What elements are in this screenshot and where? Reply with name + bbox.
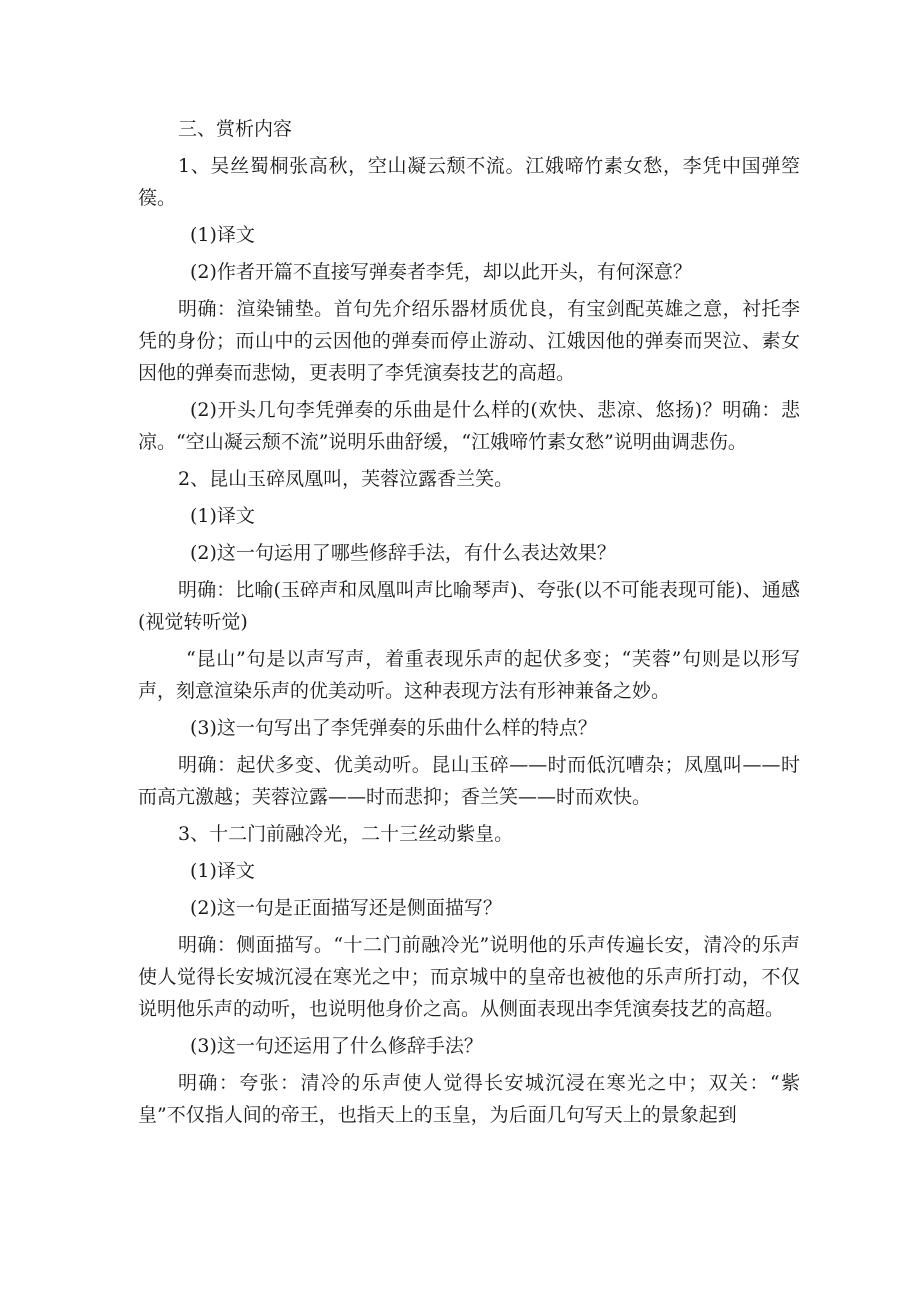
poem-line-1: 1、吴丝蜀桐张高秋，空山凝云颓不流。江娥啼竹素女愁，李凭中国弹箜篌。 xyxy=(138,155,800,209)
answer-2-2: 明确：比喻(玉碎声和凤凰叫声比喻琴声)、夸张(以不可能表现可能)、通感(视觉转听觉) xyxy=(138,579,800,633)
question-2-2: (2)这一句运用了哪些修辞手法，有什么表达效果？ xyxy=(190,542,616,564)
section-heading: 三、赏析内容 xyxy=(178,118,293,140)
question-2-3: (3)这一句写出了李凭弹奏的乐曲什么样的特点？ xyxy=(190,717,597,739)
document-body xyxy=(138,113,800,1136)
question-translation-3: (1)译文 xyxy=(190,860,255,882)
poem-line-3: 3、十二门前融冷光，二十三丝动紫皇。 xyxy=(178,823,514,845)
question-1-2: (2)作者开篇不直接写弹奏者李凭，却以此开头，有何深意？ xyxy=(190,261,692,283)
answer-2-2-detail: “昆山”句是以声写声，着重表现乐声的起伏多变；“芙蓉”句则是以形写声，刻意渲染乐声的优美动听。这种表现方法有形神兼备之妙。 xyxy=(138,648,800,702)
answer-1-2: 明确：渲染铺垫。首句先介绍乐器材质优良，有宝剑配英雄之意，衬托李凭的身份；而山中的云因他的弹奏而停止游动、江娥因他的弹奏而哭泣、素女因他的弹奏而悲恸，更表明了李凭演奏技艺的高超。 xyxy=(138,298,800,384)
answer-3-2: 明确：侧面描写。“十二门前融冷光”说明他的乐声传遍长安，清冷的乐声使人觉得长安城沉浸在寒光之中；而京城中的皇帝也被他的乐声所打动，不仅说明他乐声的动听，也说明他身价之高。从侧面表现出李凭演奏技艺的高超。 xyxy=(138,934,800,1020)
question-translation-1: (1)译文 xyxy=(190,224,255,246)
question-answer-1-3: (2)开头几句李凭弹奏的乐曲是什么样的(欢快、悲凉、悠扬)？明确：悲凉。“空山凝云颓不流”说明乐曲舒缓，“江娥啼竹素女愁”说明曲调悲伤。 xyxy=(138,399,800,453)
answer-2-3: 明确：起伏多变、优美动听。昆山玉碎——时而低沉嘈杂；凤凰叫——时而高亢激越；芙蓉泣露——时而悲抑；香兰笑——时而欢快。 xyxy=(138,754,800,808)
answer-3-3: 明确：夸张：清冷的乐声使人觉得长安城沉浸在寒光之中；双关：“紫皇”不仅指人间的帝王，也指天上的玉皇，为后面几句写天上的景象起到 xyxy=(138,1072,800,1126)
question-3-3: (3)这一句还运用了什么修辞手法？ xyxy=(190,1035,483,1057)
question-3-2: (2)这一句是正面描写还是侧面描写？ xyxy=(190,897,502,919)
question-translation-2: (1)译文 xyxy=(190,505,255,527)
poem-line-2: 2、昆山玉碎凤凰叫，芙蓉泣露香兰笑。 xyxy=(178,468,514,490)
